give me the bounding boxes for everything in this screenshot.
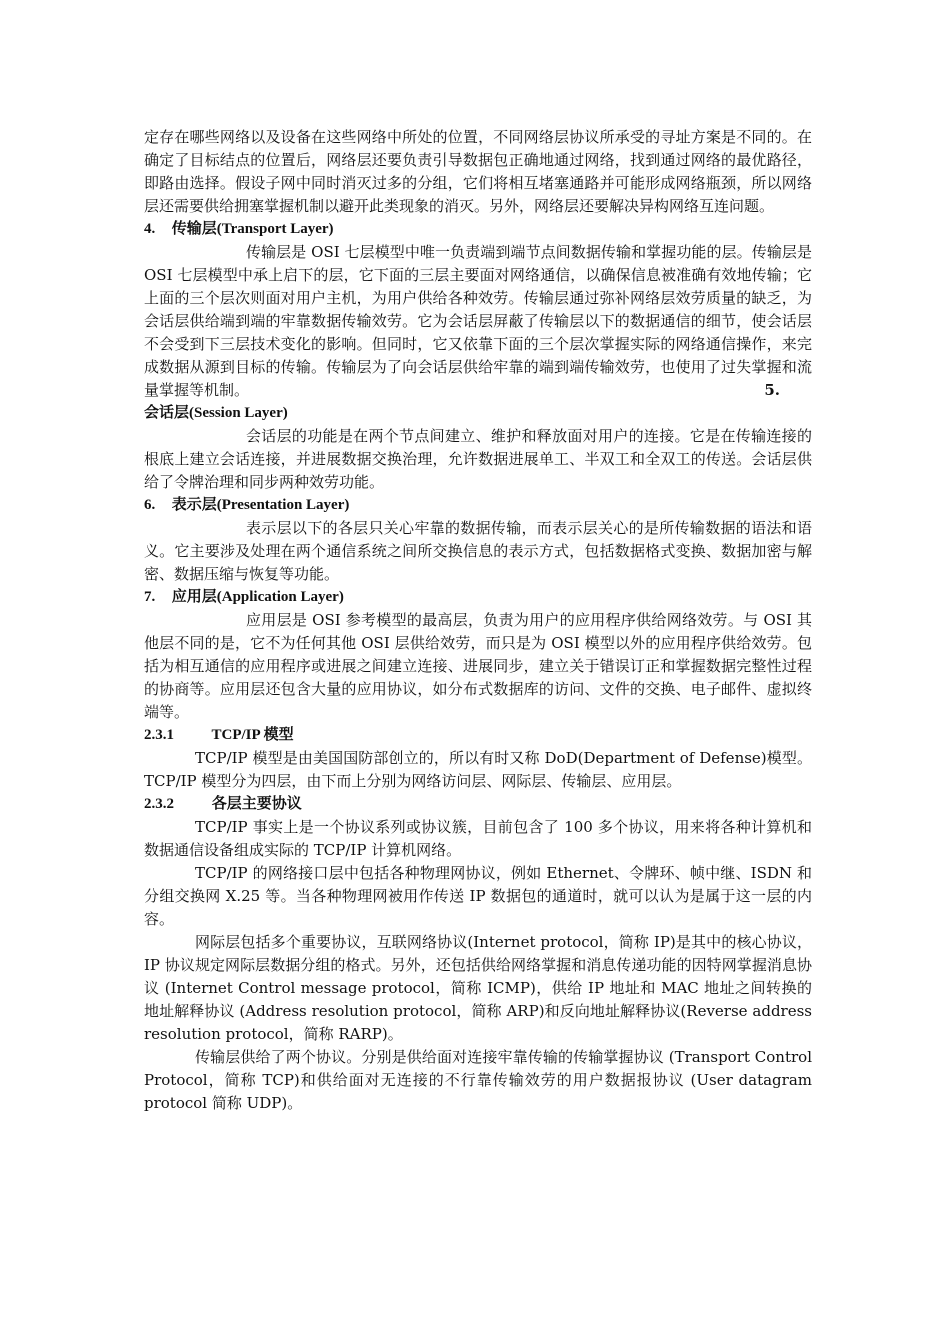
- document-page: [144, 126, 812, 1115]
- heading-session-layer: 会话层(Session Layer): [144, 405, 288, 421]
- paragraph-transport-layer: [144, 241, 812, 402]
- heading-transport-layer: [144, 218, 812, 241]
- paragraph-tcpip-model: TCP/IP 模型是由美国国防部创立的，所以有时又称 DoD(Department of Defense)模型。TCP/IP 模型分为四层，由下而上分别为网络访问层、网际层、传输层、应用层。: [144, 749, 812, 790]
- heading-number: 2.3.2: [144, 796, 174, 812]
- heading-title: 传输层(Transport Layer): [171, 221, 334, 237]
- heading-number: 2.3.1: [144, 727, 174, 743]
- heading-main-protocols: [144, 793, 812, 816]
- heading-title: TCP/IP 模型: [211, 727, 294, 743]
- paragraph-protocol-suite: TCP/IP 事实上是一个协议系列或协议簇，目前包含了 100 多个协议，用来将各种计算机和数据通信设备组成实际的 TCP/IP 计算机网络。: [144, 818, 812, 859]
- paragraph-presentation-layer: 表示层以下的各层只关心牢靠的数据传输，而表示层关心的是所传输数据的语法和语义。它主要涉及处理在两个通信系统之间所交换信息的表示方式，包括数据格式变换、数据加密与解密、数据压缩与恢复等功能。: [144, 519, 812, 583]
- heading-title: 应用层(Application Layer): [171, 589, 344, 605]
- heading-number: 4.: [144, 221, 156, 237]
- heading-presentation-layer: [144, 494, 812, 517]
- paragraph-session-layer: 会话层的功能是在两个节点间建立、维护和释放面对用户的连接。它是在传输连接的根底上建立会话连接，并进展数据交换治理，允许数据进展单工、半双工和全双工的传送。会话层供给了令牌治理和同步两种效劳功能。: [144, 427, 812, 491]
- heading-application-layer: [144, 586, 812, 609]
- paragraph-transport-protocols: 传输层供给了两个协议。分别是供给面对连接牢靠传输的传输掌握协议 (Transport Control Protocol，简称 TCP)和供给面对无连接的不行靠传输效劳的用户数据报协议 (User datagram protocol 简称 UDP)。: [144, 1048, 812, 1112]
- paragraph-network-layer-cont: 定存在哪些网络以及设备在这些网络中所处的位置，不同网络层协议所承受的寻址方案是不同的。在确定了目标结点的位置后，网络层还要负责引导数据包正确地通过网络，找到通过网络的最优路径，即路由选择。假设子网中同时消灭过多的分组，它们将相互堵塞通路并可能形成网络瓶颈，所以网络层还需要供给拥塞掌握机制以避开此类现象的消灭。另外，网络层还要解决异构网络互连问题。: [144, 128, 812, 215]
- heading-number: 6.: [144, 497, 156, 513]
- heading-number-session: 5.: [764, 381, 780, 399]
- heading-tcpip-model: [144, 724, 812, 747]
- heading-title: 各层主要协议: [211, 796, 302, 812]
- paragraph-text: 传输层是 OSI 七层模型中唯一负责端到端节点间数据传输和掌握功能的层。传输层是 OSI 七层模型中承上启下的层，它下面的三层主要面对网络通信，以确保信息被准确有效地传输；它上面的三个层次则面对用户主机，为用户供给各种效劳。传输层通过弥补网络层效劳质量的缺乏，为会话层供给端到端的牢靠数据传输效劳。它为会话层屏蔽了传输层以下的数据通信的细节，使会话层不会受到下三层技术变化的影响。但同时，它又依靠下面的三个层次掌握实际的网络通信操作，来完成数据从源到目标的传输。传输层为了向会话层供给牢靠的端到端传输效劳，也使用了过失掌握和流量掌握等机制。: [144, 243, 812, 399]
- paragraph-network-interface-layer: TCP/IP 的网络接口层中包括各种物理网协议，例如 Ethernet、令牌环、帧中继、ISDN 和分组交换网 X.25 等。当各种物理网被用作传送 IP 数据包的通道时，就可以认为是属于这一层的内容。: [144, 864, 812, 928]
- paragraph-internet-layer: 网际层包括多个重要协议，互联网络协议(Internet protocol，简称 IP)是其中的核心协议，IP 协议规定网际层数据分组的格式。另外，还包括供给网络掌握和消息传递功能的因特网掌握消息协议 (Internet Control message protocol，简称 ICMP)，供给 IP 地址和 MAC 地址之间转换的地址解释协议 (Address resolution protocol，简称 ARP)和反向地址解释协议(Reverse address resolution protocol，简称 RARP)。: [144, 933, 812, 1043]
- heading-title: 表示层(Presentation Layer): [171, 497, 350, 513]
- heading-number: 7.: [144, 589, 156, 605]
- paragraph-application-layer: 应用层是 OSI 参考模型的最高层，负责为用户的应用程序供给网络效劳。与 OSI 其他层不同的是，它不为任何其他 OSI 层供给效劳，而只是为 OSI 模型以外的应用程序供给效劳。包括为相互通信的应用程序或进展之间建立连接、进展同步，建立关于错误订正和掌握数据完整性过程的协商等。应用层还包含大量的应用协议，如分布式数据库的访问、文件的交换、电子邮件、虚拟终端等。: [144, 611, 812, 721]
